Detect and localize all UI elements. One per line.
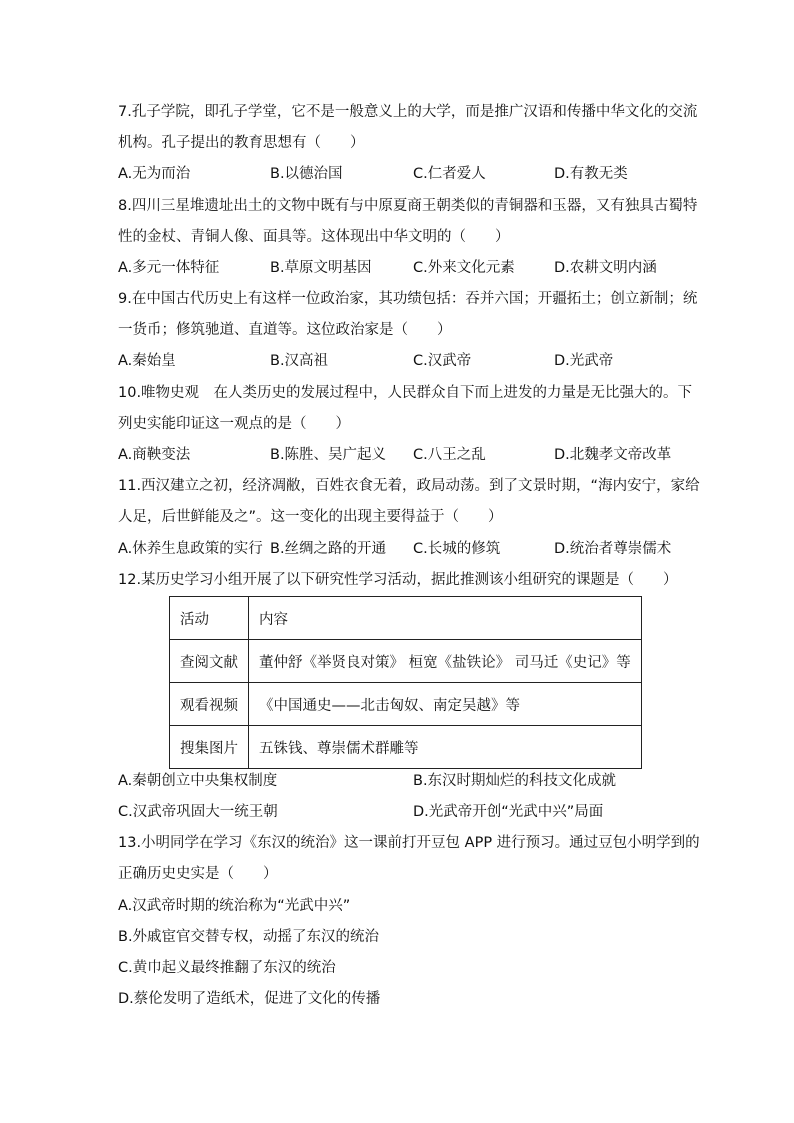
question-10-option-d: D.北魏孝文帝改革	[554, 447, 672, 463]
table-header-row	[170, 597, 642, 640]
question-12-option-d: D.光武帝开创“光武中兴”局面	[413, 804, 604, 820]
table-cell: 董仲舒《举贤良对策》 桓宽《盐铁论》 司马迁《史记》等	[249, 640, 642, 683]
question-11-option-b: B.丝绸之路的开通	[270, 541, 387, 557]
question-8-line-1: 8.四川三星堆遗址出土的文物中既有与中原夏商王朝类似的青铜器和玉器，又有独具古蜀特	[118, 198, 698, 214]
question-10-option-c: C.八王之乱	[413, 447, 486, 463]
question-7-option-a: A.无为而治	[118, 166, 191, 182]
question-12-option-a: A.秦朝创立中央集权制度	[118, 773, 278, 789]
table-row	[170, 726, 642, 769]
question-10-option-a: A.商鞅变法	[118, 447, 191, 463]
question-9-option-a: A.秦始皇	[118, 353, 176, 369]
table-cell: 《中国通史——北击匈奴、南定吴越》等	[249, 683, 642, 726]
question-8-option-a: A.多元一体特征	[118, 260, 220, 276]
question-13-option-c: C.黄巾起义最终推翻了东汉的统治	[118, 960, 336, 976]
question-7-option-d: D.有教无类	[554, 166, 628, 182]
question-11-option-c: C.长城的修筑	[413, 541, 501, 557]
question-11-line-1: 11.西汉建立之初，经济凋敝，百姓衣食无着，政局动荡。到了文景时期，“海内安宁，家给	[118, 478, 700, 494]
question-9-option-b: B.汉高祖	[270, 353, 329, 369]
question-9-line-2: 一货币；修筑驰道、直道等。这位政治家是（ ）	[118, 322, 452, 338]
question-8-option-d: D.农耕文明内涵	[554, 260, 657, 276]
question-11-option-d: D.统治者尊崇儒术	[554, 541, 672, 557]
question-10-option-b: B.陈胜、吴广起义	[270, 447, 387, 463]
question-10-line-1: 10.唯物史观 在人类历史的发展过程中，人民群众自下而上进发的力量是无比强大的。下	[118, 385, 693, 401]
question-7-line-2: 机构。孔子提出的教育思想有（ ）	[118, 135, 365, 151]
table-header-cell: 活动	[170, 597, 249, 640]
question-9-option-d: D.光武帝	[554, 353, 614, 369]
table-cell: 搜集图片	[170, 726, 249, 769]
question-11-option-a: A.休养生息政策的实行	[118, 541, 263, 557]
question-8-option-b: B.草原文明基因	[270, 260, 372, 276]
activity-table	[169, 596, 642, 769]
question-8-line-2: 性的金杖、青铜人像、面具等。这体现出中华文明的（ ）	[118, 229, 510, 245]
question-9-option-c: C.汉武帝	[413, 353, 472, 369]
question-9-line-1: 9.在中国古代历史上有这样一位政治家，其功绩包括：吞并六国；开疆拓土；创立新制；统	[118, 291, 698, 307]
question-13-option-d: D.蔡伦发明了造纸术，促进了文化的传播	[118, 991, 381, 1007]
table-cell: 观看视频	[170, 683, 249, 726]
question-13-option-a: A.汉武帝时期的统治称为“光武中兴”	[118, 898, 351, 914]
question-13-option-b: B.外戚宦官交替专权，动摇了东汉的统治	[118, 929, 380, 945]
question-13-line-1: 13.小明同学在学习《东汉的统治》这一课前打开豆包 APP 进行预习。通过豆包小明学到的	[118, 835, 700, 851]
table-row	[170, 640, 642, 683]
table-cell: 五铢钱、尊崇儒术群雕等	[249, 726, 642, 769]
question-7-line-1: 7.孔子学院，即孔子学堂，它不是一般意义上的大学，而是推广汉语和传播中华文化的交流	[118, 104, 698, 120]
question-10-line-2: 列史实能印证这一观点的是（ ）	[118, 416, 350, 432]
question-12-option-c: C.汉武帝巩固大一统王朝	[118, 804, 278, 820]
question-8-option-c: C.外来文化元素	[413, 260, 515, 276]
question-7-option-c: C.仁者爱人	[413, 166, 486, 182]
table-cell: 查阅文献	[170, 640, 249, 683]
table-header-cell: 内容	[249, 597, 642, 640]
question-12-line-1: 12.某历史学习小组开展了以下研究性学习活动，据此推测该小组研究的课题是（ ）	[118, 572, 678, 588]
question-7-option-b: B.以德治国	[270, 166, 343, 182]
question-11-line-2: 人足，后世鲜能及之”。这一变化的出现主要得益于（ ）	[118, 509, 503, 525]
question-12-option-b: B.东汉时期灿烂的科技文化成就	[413, 773, 617, 789]
table-row	[170, 683, 642, 726]
question-13-line-2: 正确历史史实是（ ）	[118, 866, 278, 882]
